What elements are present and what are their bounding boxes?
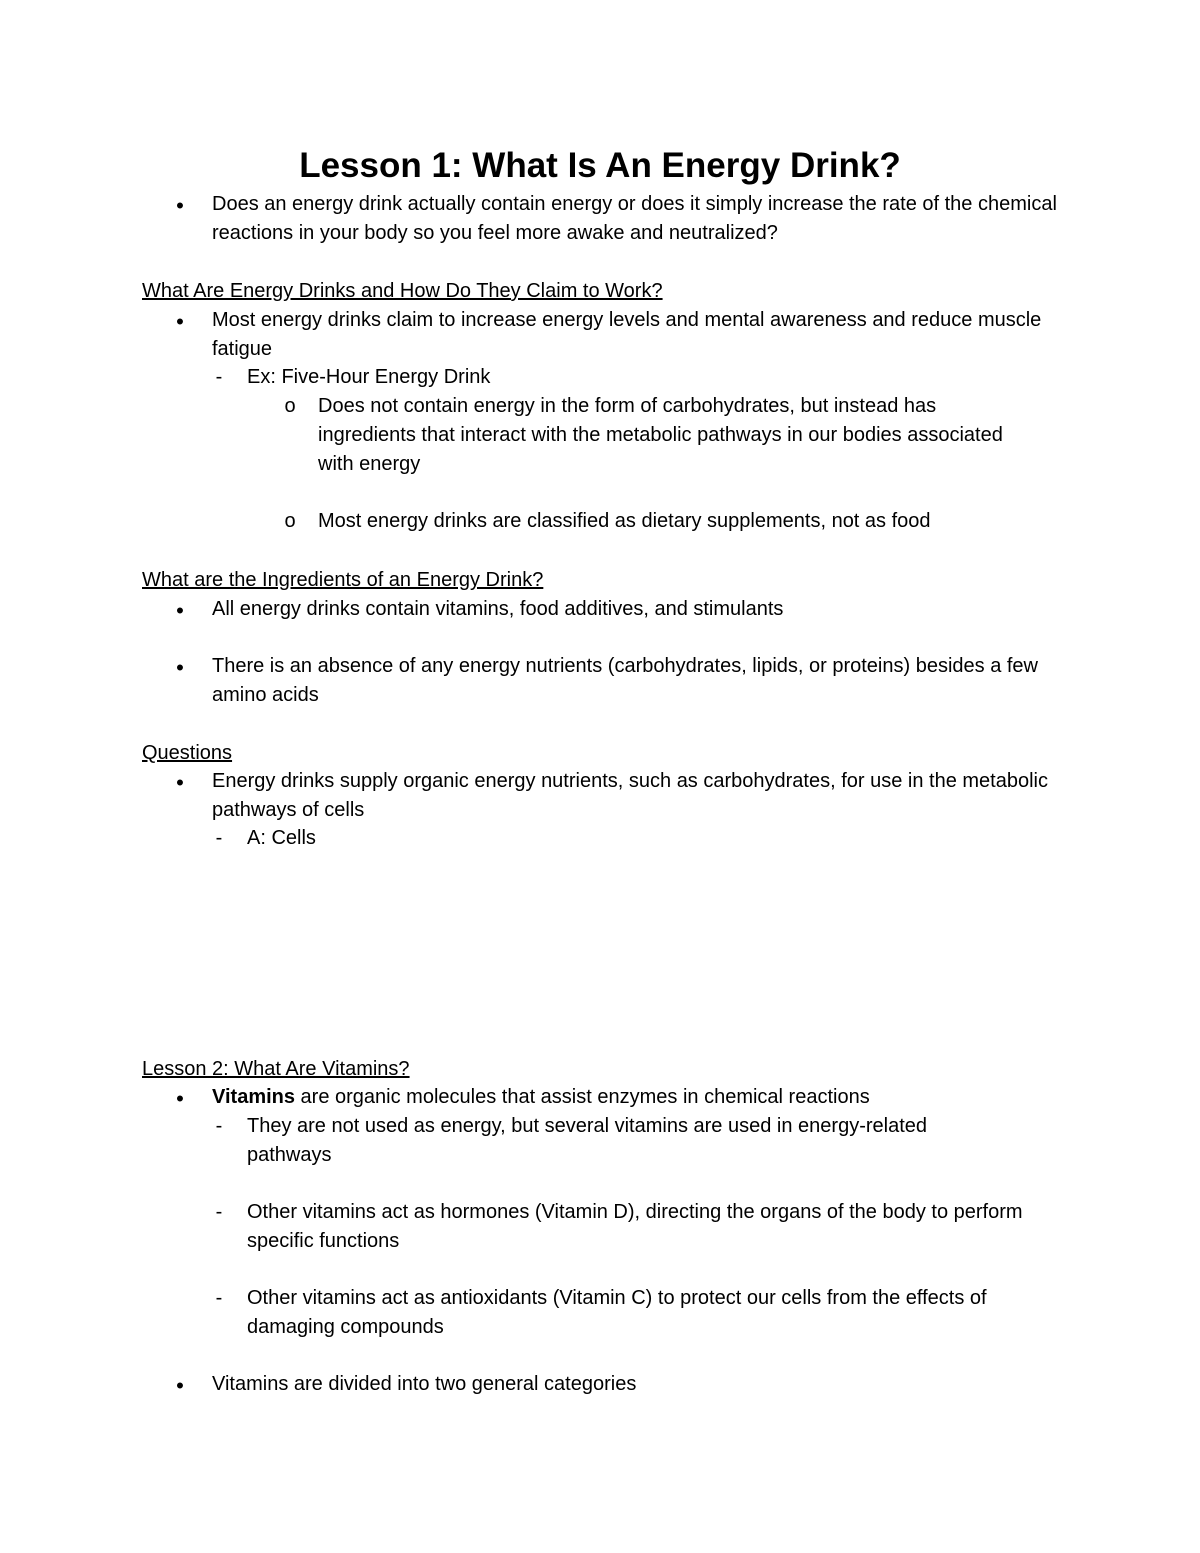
dash-marker: - — [215, 1115, 223, 1137]
vitamin-categories-bullet: Vitamins are divided into two general categories — [212, 1373, 637, 1395]
intro-question: Does an energy drink actually contain energy or does it simply increase the rate of the chemical reactions in your body so you feel more awake and neutralized? — [212, 193, 1057, 244]
lesson-2-heading: Lesson 2: What Are Vitamins? — [142, 1058, 410, 1080]
dash-marker: - — [215, 1201, 223, 1223]
bullet-marker: • — [176, 770, 184, 795]
section-heading-ingredients: What are the Ingredients of an Energy Drink? — [142, 569, 544, 591]
bullet-marker: • — [176, 193, 184, 218]
classification-note: Most energy drinks are classified as dietary supplements, not as food — [318, 510, 931, 532]
bullet-marker: • — [176, 1086, 184, 1111]
vitamins-definition-text: are organic molecules that assist enzymes in chemical reactions — [295, 1086, 870, 1108]
energy-form-note: Does not contain energy in the form of carbohydrates, but instead has ingredients that interact with the metabolic pathways in our bodies associated with energy — [318, 395, 1003, 475]
circle-marker: o — [284, 510, 296, 532]
ingredients-bullet: All energy drinks contain vitamins, food additives, and stimulants — [212, 598, 784, 620]
answer-item: A: Cells — [247, 827, 316, 849]
example-item: Ex: Five-Hour Energy Drink — [247, 366, 491, 388]
vitamin-energy-note: They are not used as energy, but several vitamins are used in energy-related pathways — [247, 1115, 927, 1166]
question-bullet: Energy drinks supply organic energy nutrients, such as carbohydrates, for use in the metabolic pathways of cells — [212, 770, 1048, 821]
bullet-marker: • — [176, 1373, 184, 1398]
dash-marker: - — [215, 366, 223, 388]
section-heading-questions: Questions — [142, 742, 233, 764]
vitamin-hormone-note: Other vitamins act as hormones (Vitamin D), directing the organs of the body to perform specific functions — [247, 1201, 1023, 1252]
bullet-marker: • — [176, 598, 184, 623]
bullet-marker: • — [176, 655, 184, 680]
vitamins-term: Vitamins — [212, 1086, 295, 1108]
bullet-marker: • — [176, 309, 184, 334]
vitamins-definition — [212, 1083, 1072, 1112]
section-heading-how-they-work: What Are Energy Drinks and How Do They Claim to Work? — [142, 280, 663, 302]
circle-marker: o — [284, 395, 296, 417]
claim-bullet: Most energy drinks claim to increase energy levels and mental awareness and reduce muscle fatigue — [212, 309, 1042, 360]
dash-marker: - — [215, 1287, 223, 1309]
nutrients-bullet: There is an absence of any energy nutrients (carbohydrates, lipids, or proteins) besides a few amino acids — [212, 655, 1038, 706]
vitamin-antioxidant-note: Other vitamins act as antioxidants (Vitamin C) to protect our cells from the effects of damaging compounds — [247, 1287, 987, 1338]
lesson-1-title: Lesson 1: What Is An Energy Drink? — [299, 146, 901, 185]
dash-marker: - — [215, 827, 223, 849]
